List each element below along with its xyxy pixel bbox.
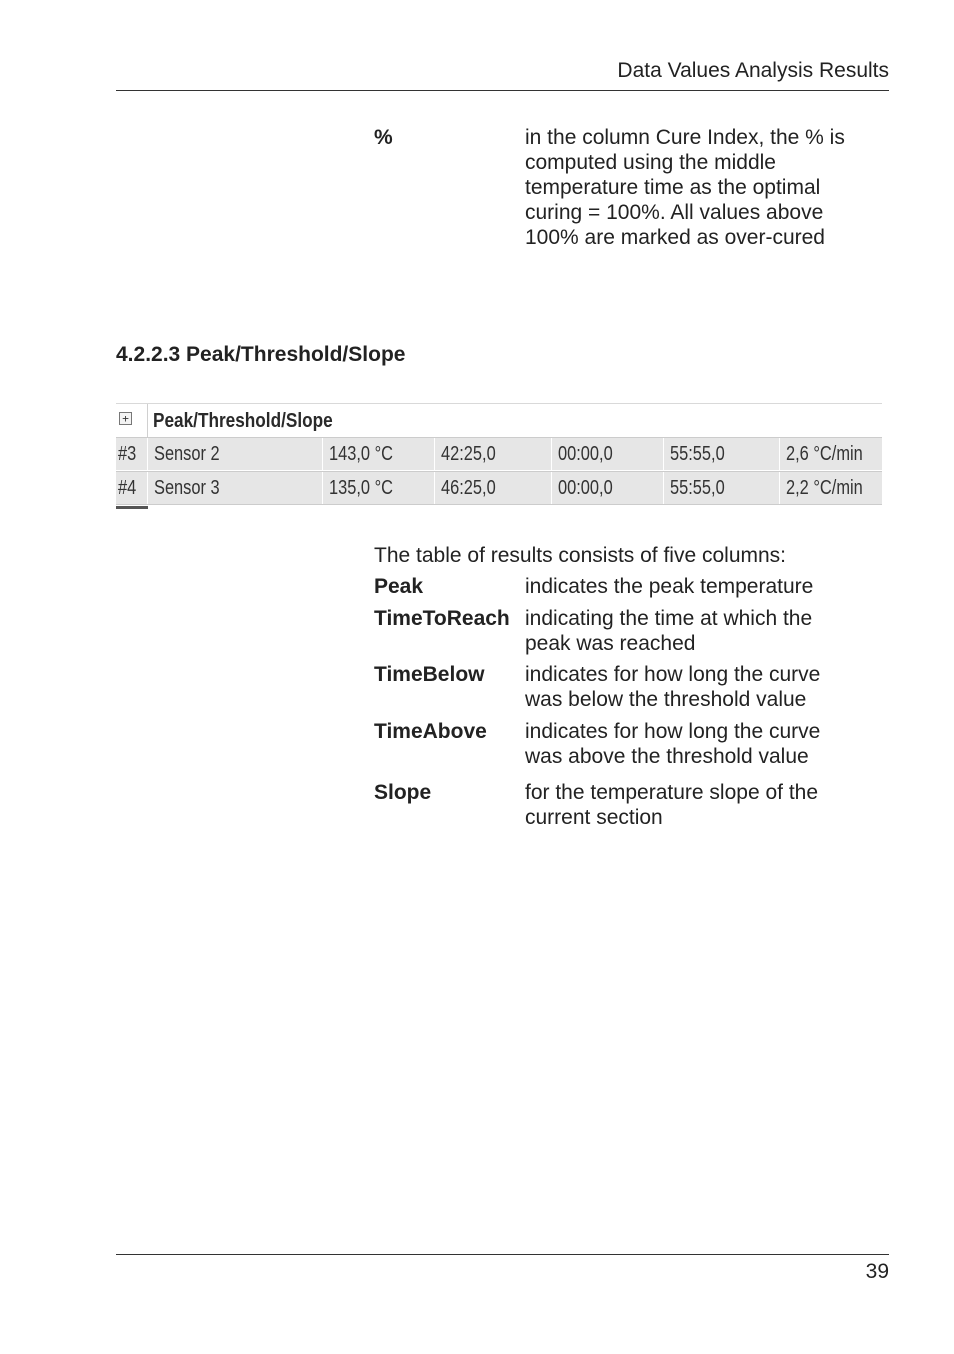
columns-intro: The table of results consists of five columns: [374,544,787,567]
definition-term: TimeBelow [374,663,485,686]
definition-description: indicating the time at which the peak was reached [525,607,813,655]
row-id: #3 [118,443,137,465]
running-footer [116,1254,889,1285]
definition-description: indicates for how long the curve was above the threshold value [525,720,821,768]
group-title: Peak/Threshold/Slope [153,410,333,432]
time-below-value: 00:00,0 [551,472,663,504]
table-row[interactable] [116,437,882,470]
peak-value: 135,0 °C [322,472,434,504]
results-table [116,403,882,509]
row-id: #4 [118,477,137,499]
definition-description: indicates for how long the curve was below the threshold value [525,663,821,711]
definition-description: indicates the peak temperature [525,575,814,598]
expand-icon[interactable]: + [119,412,132,425]
time-above-value: 55:55,0 [663,438,779,470]
definition-term: TimeAbove [374,720,487,743]
slope-value: 2,2 °C/min [779,472,882,504]
running-header [116,58,889,91]
time-below-value: 00:00,0 [551,438,663,470]
section-heading: 4.2.2.3 Peak/Threshold/Slope [116,343,406,366]
header-title: Data Values Analysis Results [617,59,889,82]
time-to-reach-value: 46:25,0 [434,472,551,504]
definition-term: Slope [374,781,432,804]
column-divider [147,404,148,437]
definition-description: for the temperature slope of the current section [525,781,819,829]
peak-value: 143,0 °C [322,438,434,470]
definition-term: Peak [374,575,424,598]
definition-term: % [374,126,393,149]
definition-description: in the column Cure Index, the % is computed using the middle temperature time as the optimal curing = 100%. All values above 100% are marked as over-cured [525,126,845,249]
definition-term: TimeToReach [374,607,510,630]
table-row[interactable] [116,471,882,505]
group-header-row [116,403,882,437]
page-number: 39 [865,1260,889,1283]
time-to-reach-value: 42:25,0 [434,438,551,470]
time-above-value: 55:55,0 [663,472,779,504]
sensor-name: Sensor 2 [147,438,322,470]
row-selection-marker [116,506,148,509]
slope-value: 2,6 °C/min [779,438,882,470]
sensor-name: Sensor 3 [147,472,322,504]
